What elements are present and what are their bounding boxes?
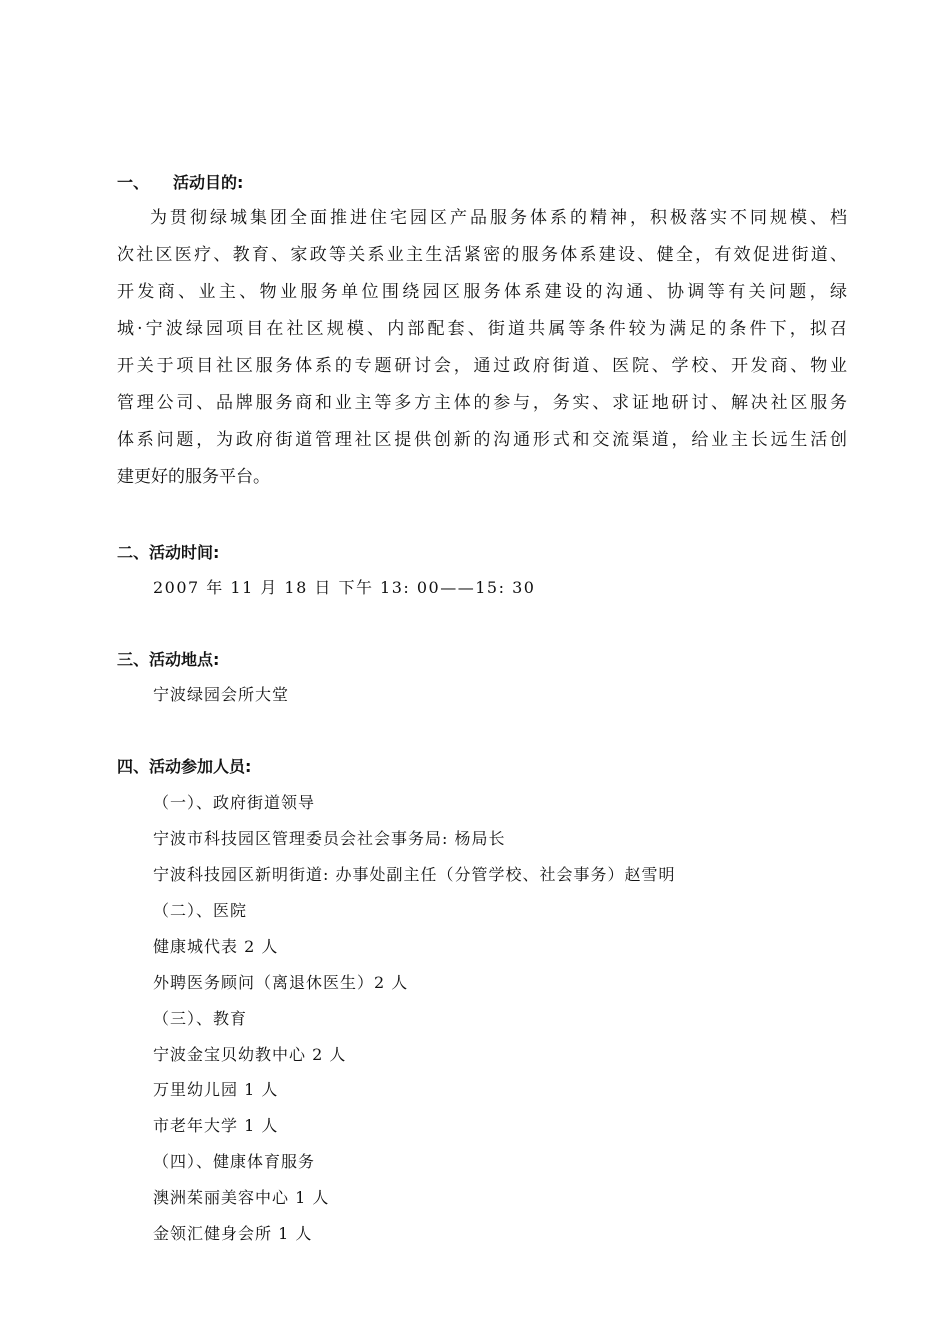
section-heading-purpose: [117, 173, 243, 193]
participant-category: （一）、政府街道领导: [153, 793, 316, 812]
activity-location: 宁波绿园会所大堂: [153, 685, 290, 704]
participant-entry: 澳洲茱丽美容中心 1 人: [153, 1188, 330, 1207]
paragraph-line: 建更好的服务平台。: [117, 467, 270, 487]
paragraph-line: 开发商、业主、物业服务单位围绕园区服务体系建设的沟通、协调等有关问题，绿: [117, 282, 847, 302]
section-heading-time: 二、活动时间:: [117, 543, 220, 562]
paragraph-line: 城·宁波绿园项目在社区规模、内部配套、街道共属等条件较为满足的条件下，拟召: [117, 319, 847, 339]
participant-category: （二）、医院: [153, 901, 248, 920]
participant-entry: 宁波科技园区新明街道: 办事处副主任（分管学校、社会事务）赵雪明: [153, 865, 676, 884]
section-number: 一、: [117, 173, 150, 192]
participant-entry: 健康城代表 2 人: [153, 937, 279, 956]
section-title: 活动目的:: [173, 173, 244, 192]
participant-entry: 万里幼儿园 1 人: [153, 1080, 279, 1099]
participant-category: （三）、教育: [153, 1009, 248, 1028]
paragraph-line: 为贯彻绿城集团全面推进住宅园区产品服务体系的精神，积极落实不同规模、档: [150, 208, 847, 228]
participant-entry: 市老年大学 1 人: [153, 1116, 279, 1135]
section-heading-location: 三、活动地点:: [117, 650, 220, 669]
participant-entry: 金领汇健身会所 1 人: [153, 1224, 313, 1243]
paragraph-line: 次社区医疗、教育、家政等关系业主生活紧密的服务体系建设、健全，有效促进街道、: [117, 245, 847, 265]
participant-entry: 外聘医务顾问（离退休医生）2 人: [153, 973, 409, 992]
participant-entry: 宁波金宝贝幼教中心 2 人: [153, 1045, 347, 1064]
section-heading-participants: 四、活动参加人员:: [117, 757, 252, 776]
participant-entry: 宁波市科技园区管理委员会社会事务局: 杨局长: [153, 829, 506, 848]
paragraph-line: 开关于项目社区服务体系的专题研讨会，通过政府街道、医院、学校、开发商、物业: [117, 356, 847, 376]
paragraph-line: 管理公司、品牌服务商和业主等多方主体的参与，务实、求证地研讨、解决社区服务: [117, 393, 847, 413]
activity-time: 2007 年 11 月 18 日 下午 13: 00——15: 30: [153, 578, 536, 597]
participant-category: （四）、健康体育服务: [153, 1152, 316, 1171]
paragraph-line: 体系问题，为政府街道管理社区提供创新的沟通形式和交流渠道，给业主长远生活创: [117, 430, 847, 450]
